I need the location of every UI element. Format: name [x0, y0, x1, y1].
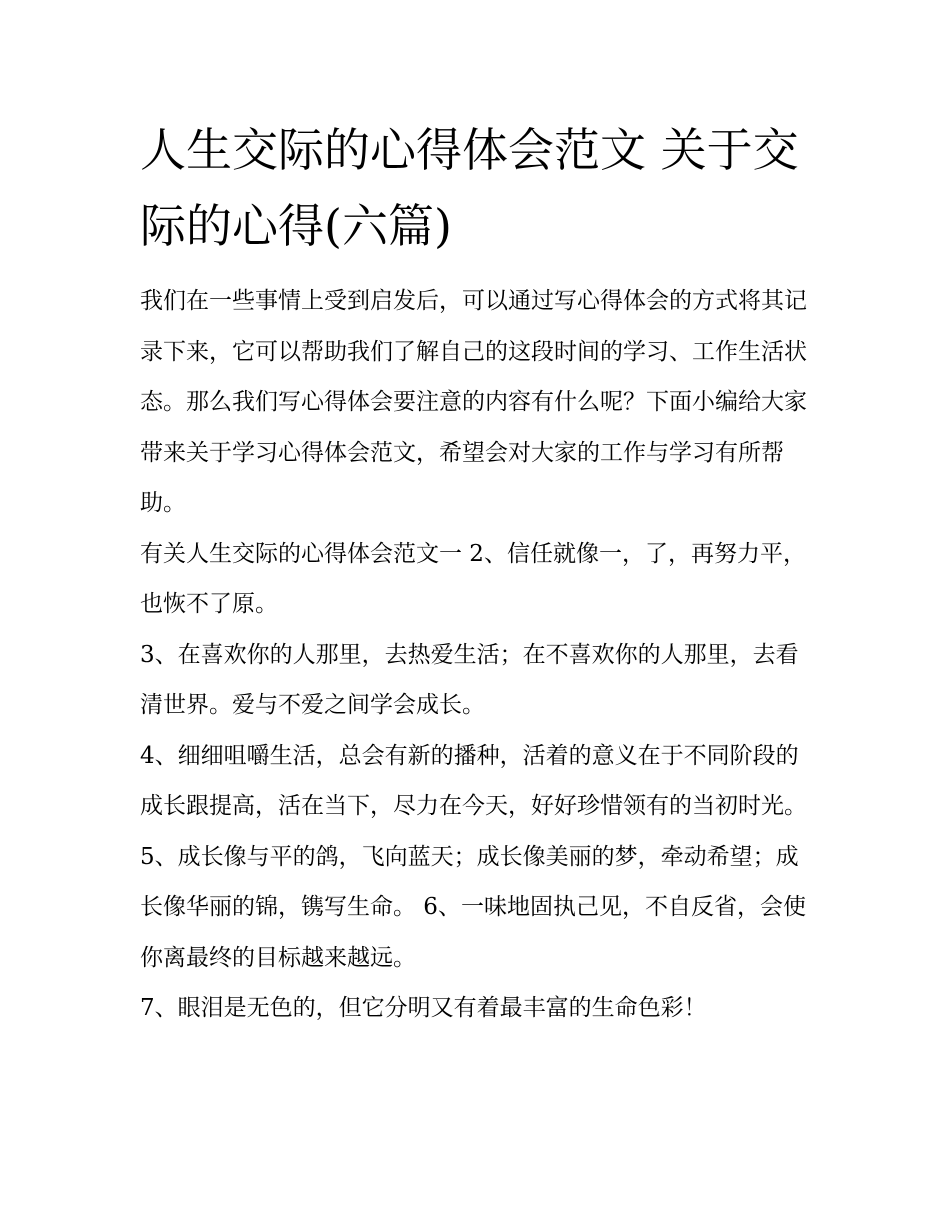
paragraph-intro: 我们在一些事情上受到启发后，可以通过写心得体会的方式将其记录下来，它可以帮助我们了解自己的这段时间的学习、工作生活状态。那么我们写心得体会要注意的内容有什么呢？下面小编给大家带来关于学习心得体会范文，希望会对大家的工作与学习有所帮助。 — [140, 288, 807, 516]
paragraph-item-3: 3、在喜欢你的人那里，去热爱生活；在不喜欢你的人那里，去看清世界。爱与不爱之间学会成长。 — [140, 641, 799, 718]
paragraph-item-7: 7、眼泪是无色的，但它分明又有着最丰富的生命色彩！ — [140, 995, 707, 1021]
document-title: 人生交际的心得体会范文 关于交际的心得(六篇) — [140, 123, 799, 253]
paragraph-item-4: 4、细细咀嚼生活，总会有新的播种，活着的意义在于不同阶段的成长跟提高，活在当下，尽力在今天，好好珍惜领有的当初时光。 — [140, 742, 807, 819]
document-body — [140, 276, 820, 1034]
paragraph-item-2: 有关人生交际的心得体会范文一 2、信任就像一，了，再努力平，也恢不了原。 — [140, 540, 806, 617]
paragraph-item-5-6: 5、成长像与平的鸽，飞向蓝天；成长像美丽的梦，牵动希望；成长像华丽的锦，镌写生命。 6、一味地固执己见，不自反省，会使你离最终的目标越来越远。 — [140, 843, 806, 971]
